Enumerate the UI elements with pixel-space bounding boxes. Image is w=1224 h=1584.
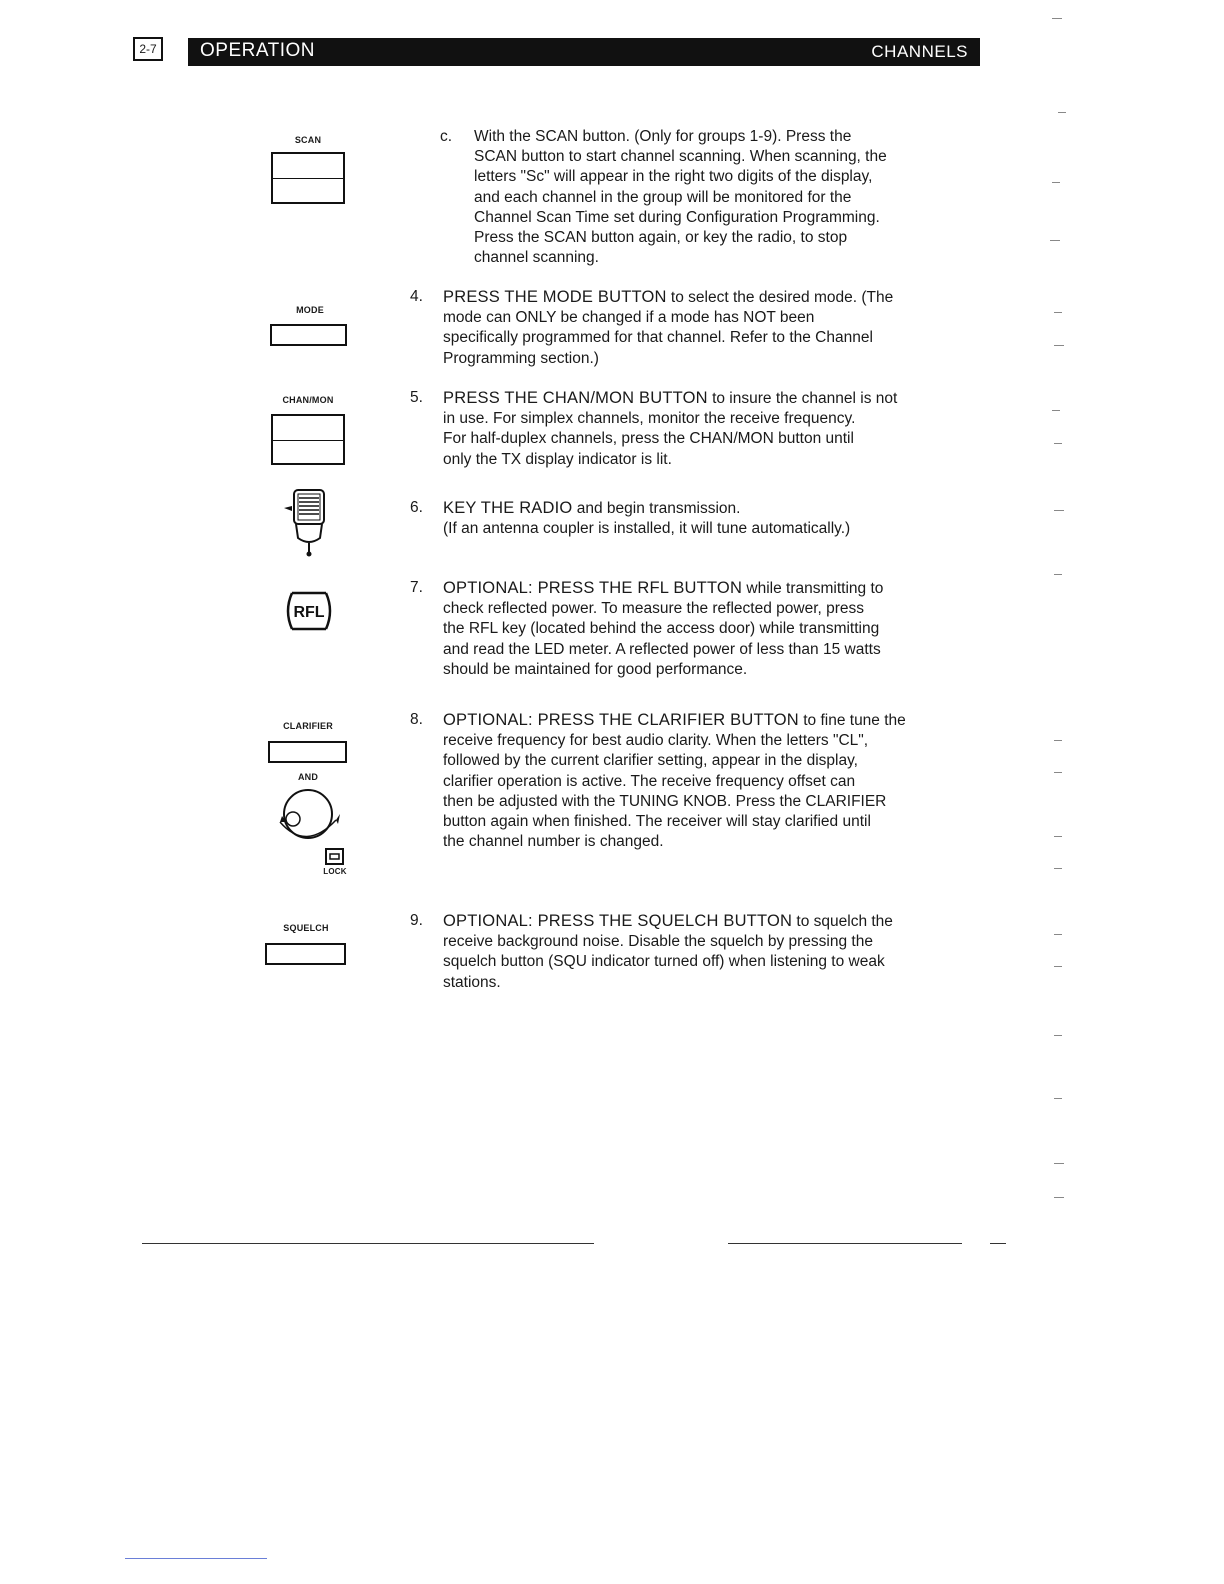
scan-label: SCAN <box>294 135 322 145</box>
footer-rule-end <box>990 1243 1006 1244</box>
text-line <box>443 498 850 519</box>
clarifier-label: CLARIFIER <box>283 721 333 731</box>
step-text <box>474 127 887 268</box>
step-text <box>443 388 897 470</box>
text-line: stations. <box>443 973 501 991</box>
text-line: letters "Sc" will appear in the right two digits of the display, <box>474 168 873 186</box>
chanmon-label: CHAN/MON <box>282 395 334 405</box>
text-line: check reflected power. To measure the reflected power, press <box>443 600 865 618</box>
scan-button-icon <box>271 152 345 204</box>
text-line: the RFL key (located behind the access door) while transmitting <box>443 620 880 638</box>
bottom-rule <box>125 1558 267 1559</box>
step-lead: OPTIONAL: PRESS THE CLARIFIER BUTTON <box>443 711 799 729</box>
topic-title: CHANNELS <box>871 42 968 61</box>
text-line: and each channel in the group will be monitored for the <box>474 188 852 206</box>
header-bar <box>188 38 980 66</box>
clarifier-button-icon <box>268 741 347 763</box>
step-number: c. <box>440 128 453 145</box>
lock-label: LOCK <box>323 867 347 876</box>
step-text <box>443 710 906 852</box>
microphone-icon <box>280 486 336 560</box>
step-lead: KEY THE RADIO <box>443 499 573 517</box>
chanmon-button-icon <box>271 414 345 465</box>
text-line: in use. For simplex channels, monitor the receive frequency. <box>443 410 856 428</box>
text-line: squelch button (SQU indicator turned off) when listening to weak <box>443 953 885 971</box>
footer-rule-right <box>728 1243 962 1244</box>
section-title: OPERATION <box>200 40 315 61</box>
text-line: clarifier operation is active. The receive frequency offset can <box>443 772 856 790</box>
text-line: For half-duplex channels, press the CHAN/MON button until <box>443 430 854 448</box>
text-line: With the SCAN button. (Only for groups 1-9). Press the <box>474 128 852 145</box>
step-text <box>443 498 850 539</box>
text-line: channel scanning. <box>474 249 599 267</box>
step-number: 7. <box>410 579 423 596</box>
lock-icon <box>324 847 346 867</box>
text-line: (If an antenna coupler is installed, it will tune automatically.) <box>443 520 851 538</box>
step-lead: PRESS THE CHAN/MON BUTTON <box>443 389 708 407</box>
step-rest: to fine tune the <box>798 712 906 729</box>
step-number: 5. <box>410 389 423 406</box>
step-text <box>443 287 893 369</box>
text-line: Press the SCAN button again, or key the radio, to stop <box>474 229 848 247</box>
step-lead: OPTIONAL: PRESS THE RFL BUTTON <box>443 579 743 597</box>
page-number: 2-7 <box>133 37 163 61</box>
text-line: button again when finished. The receiver will stay clarified until <box>443 813 871 831</box>
step-rest: to squelch the <box>792 913 893 930</box>
text-line: Programming section.) <box>443 349 599 367</box>
and-label: AND <box>297 772 319 782</box>
squelch-label: SQUELCH <box>283 923 329 933</box>
tuning-knob-icon <box>276 786 346 850</box>
text-line: SCAN button to start channel scanning. When scanning, the <box>474 148 887 166</box>
step-number: 4. <box>410 288 423 305</box>
text-line <box>443 911 893 932</box>
rfl-button-icon <box>282 589 336 633</box>
mode-button-icon <box>270 324 347 346</box>
step-rest: and begin transmission. <box>572 500 741 517</box>
text-line: then be adjusted with the TUNING KNOB. Press the CLARIFIER <box>443 792 887 810</box>
step-lead: OPTIONAL: PRESS THE SQUELCH BUTTON <box>443 912 793 930</box>
text-line: should be maintained for good performance. <box>443 660 748 678</box>
text-line: receive background noise. Disable the squelch by pressing the <box>443 933 873 951</box>
text-line <box>443 388 897 409</box>
step-number: 9. <box>410 912 423 929</box>
text-line: specifically programmed for that channel. Refer to the Channel <box>443 329 873 347</box>
step-text <box>443 911 893 993</box>
squelch-button-icon <box>265 943 346 965</box>
step-text <box>443 578 883 680</box>
step-rest: to insure the channel is not <box>707 390 898 407</box>
text-line <box>443 710 906 731</box>
step-number: 6. <box>410 499 423 516</box>
mode-label: MODE <box>296 305 324 315</box>
step-lead: PRESS THE MODE BUTTON <box>443 288 667 306</box>
text-line: only the TX display indicator is lit. <box>443 450 672 468</box>
text-line: Channel Scan Time set during Configuration Programming. <box>474 208 880 226</box>
text-line: mode can ONLY be changed if a mode has NOT been <box>443 309 815 327</box>
footer-rule-left <box>142 1243 594 1244</box>
text-line: the channel number is changed. <box>443 833 664 851</box>
text-line: followed by the current clarifier setting, appear in the display, <box>443 752 858 770</box>
text-line <box>443 578 883 599</box>
text-line: and read the LED meter. A reflected power of less than 15 watts <box>443 640 881 658</box>
rfl-label: RFL <box>293 604 325 621</box>
step-number: 8. <box>410 711 423 728</box>
step-rest: to select the desired mode. (The <box>666 289 894 306</box>
step-rest: while transmitting to <box>742 580 884 597</box>
text-line: receive frequency for best audio clarity. When the letters "CL", <box>443 732 869 750</box>
text-line <box>443 287 893 308</box>
